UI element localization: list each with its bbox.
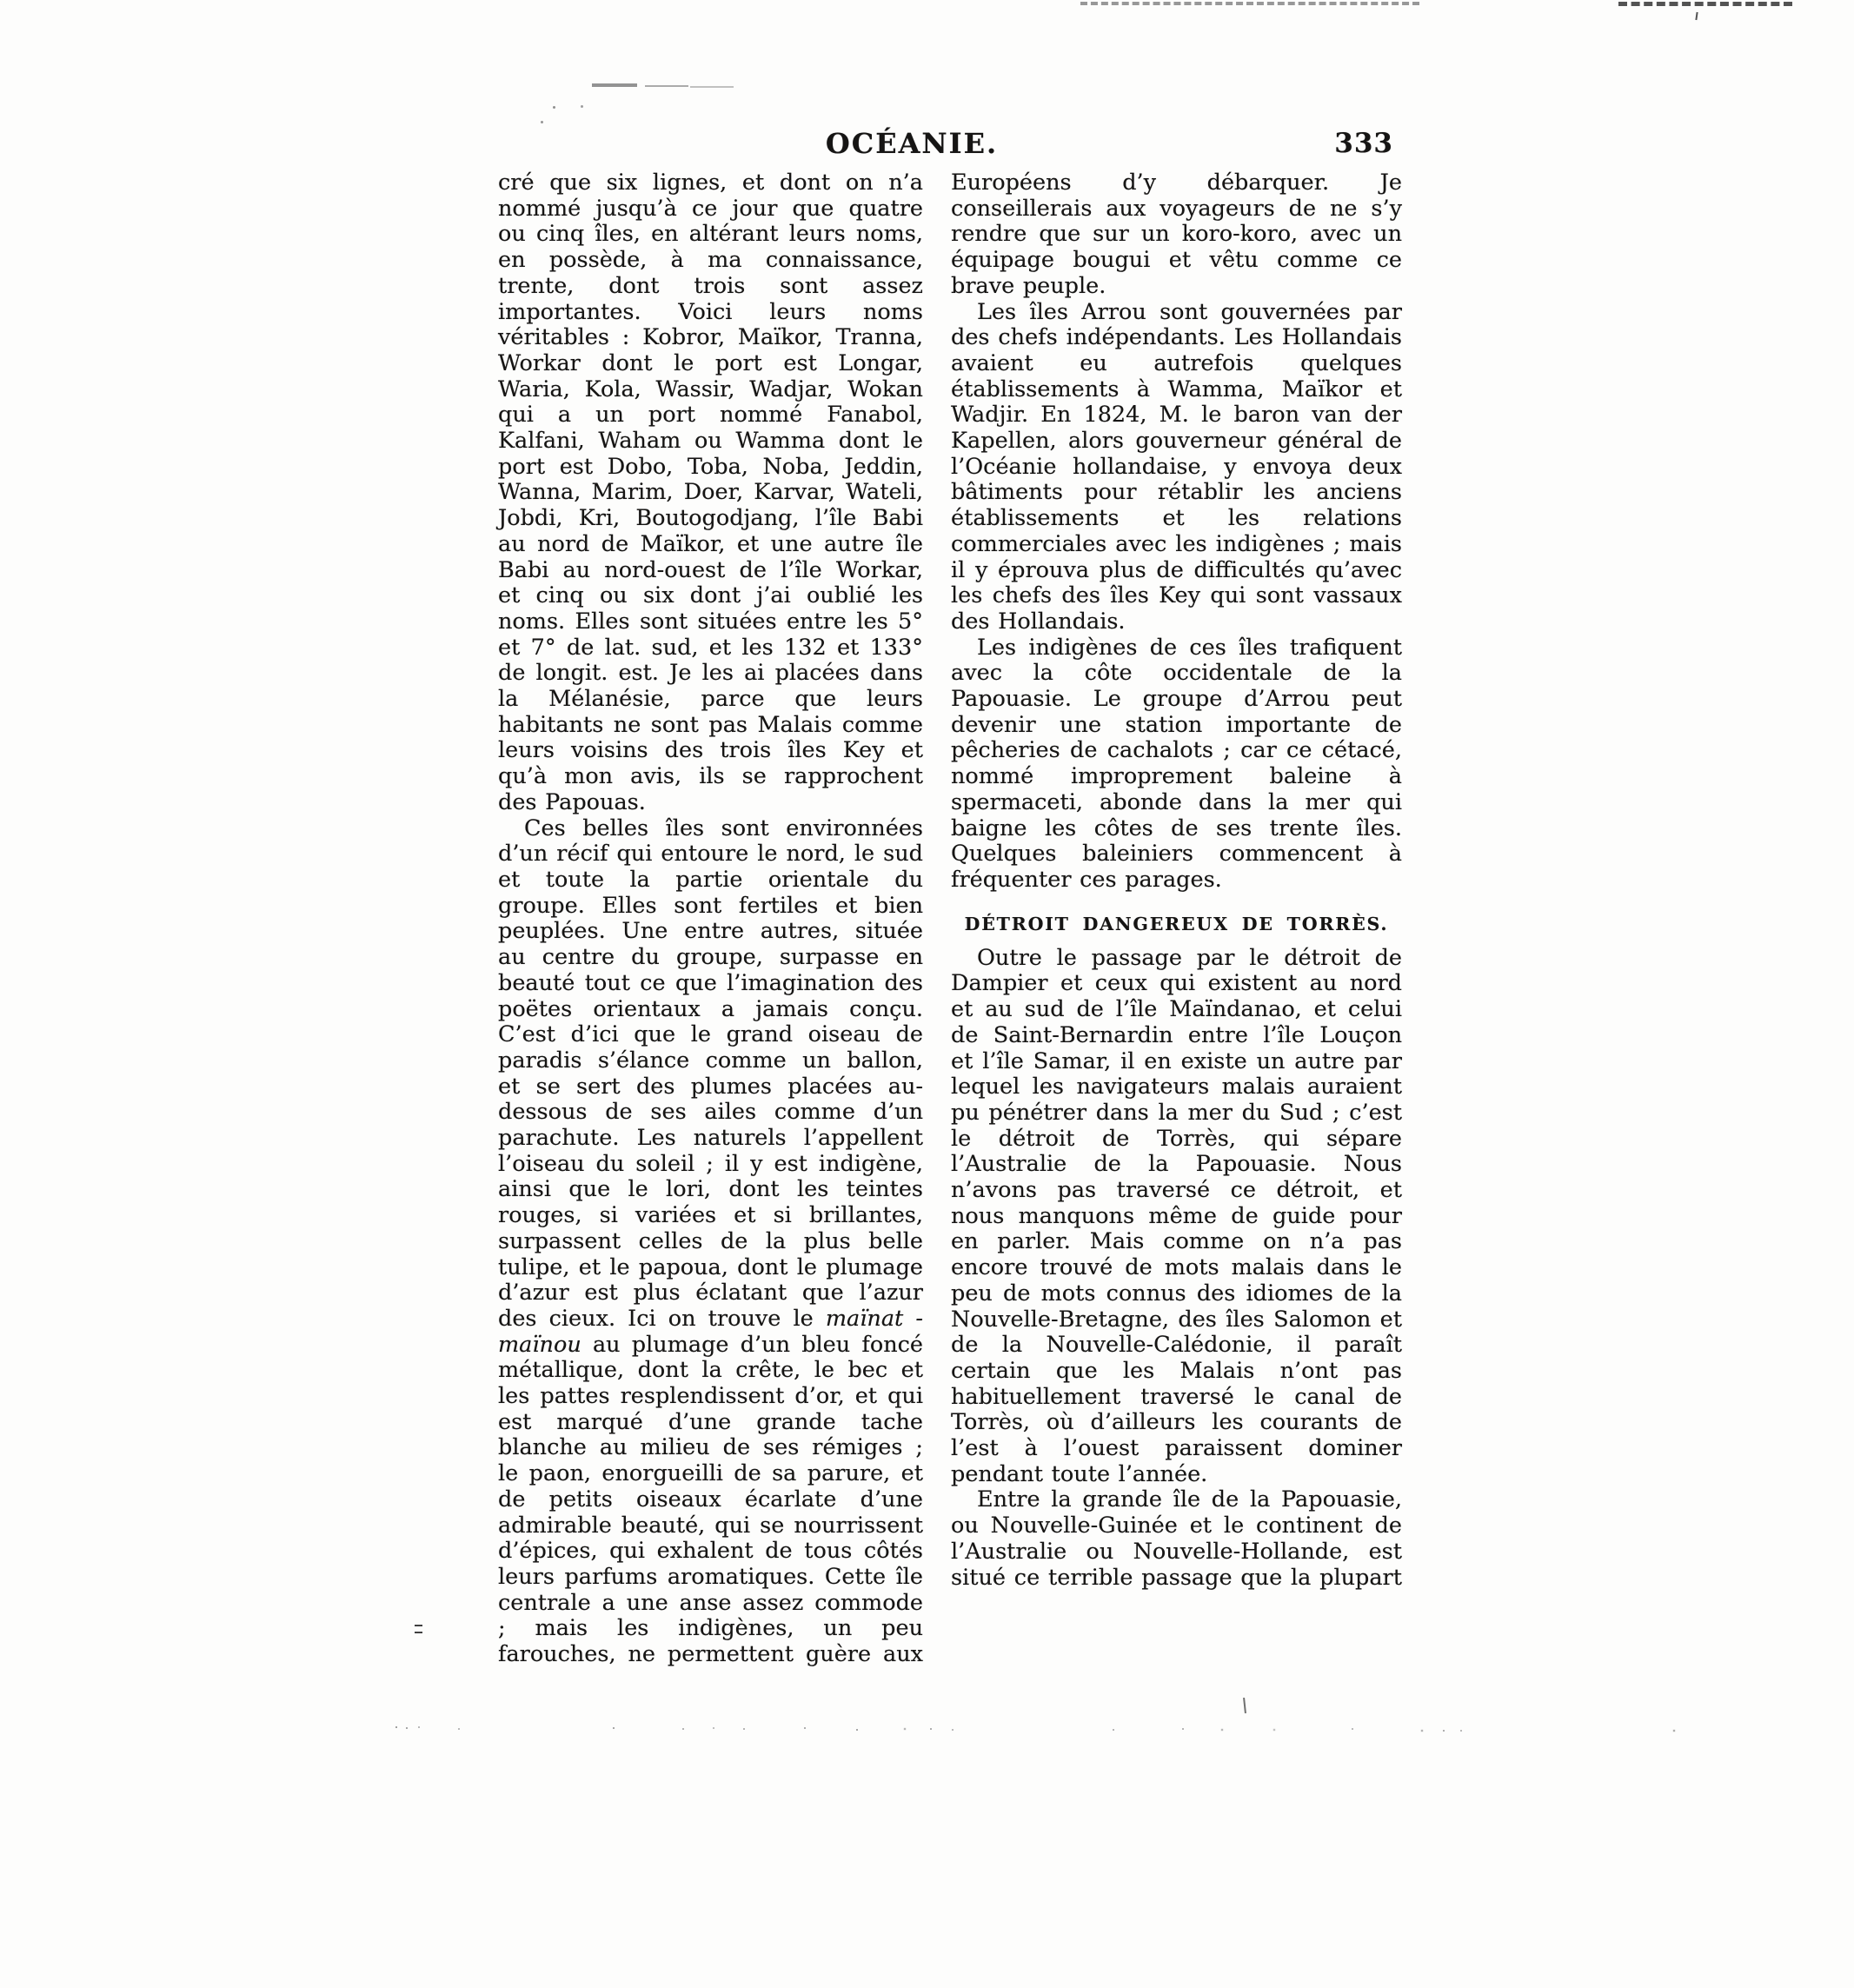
columns: [498, 170, 1402, 1668]
scan-artifact-slash: [1243, 1698, 1246, 1713]
paragraph: Les îles Arrou sont gouvernées par des chefs indépendants. Les Hollandais avaient eu autrefois quelques établissements à Wamma, Maïkor et Wadjir. En 1824, M. le baron van der Kapellen, alors gouverneur général de l’Océanie hollandaise, y envoya deux bâtiments pour rétablir les anciens établissements et les relations commerciales avec les indigènes ; mais il y éprouva plus de difficultés qu’avec les chefs des îles Key qui sont vassaux des Hollandais.: [951, 298, 1402, 635]
paragraph-segment: Ces belles îles sont environnées d’un récif qui entoure le nord, le sud et toute la partie orientale du groupe. Elles sont fertiles et bien peuplées. Une entre autres, située au centre du groupe, surpasse en beauté tout ce que l’imagination des poëtes orientaux a jamais conçu. C’est d’ici que le grand oiseau de paradis s’élance comme un ballon, et se sert des plumes placées au-dessous de ses ailes comme d’un parachute. Les naturels l’appellent l’oiseau du soleil ; il y est indigène, ainsi que le lori, dont les teintes rouges, si variées et si brillantes, surpassent celles de la plus belle tulipe, et le papoua, dont le plumage d’azur est plus éclatant que l’azur des cieux. Ici on trouve le: [498, 814, 923, 1332]
paragraph: Les indigènes de ces îles trafiquent avec la côte occidentale de la Papouasie. Le groupe d’Arrou peut devenir une station importante de pêcheries de cachalots ; car ce cétacé, nommé improprement baleine à spermaceti, abonde dans la mer qui baigne les côtes de ses trente îles. Quelques baleiniers commencent à fréquenter ces parages.: [951, 634, 1402, 893]
scan-artifact-mark: [415, 1625, 422, 1633]
right-column: [951, 170, 1402, 1668]
left-column: [498, 170, 923, 1668]
paragraph-segment: au plumage d’un bleu foncé métallique, dont la crête, le bec et les pattes resplendissent d’or, et qui est marqué d’une grande tache blanche au milieu de ses rémiges ; le paon, enorgueilli de sa parure, et de petits oiseaux écarlate d’une admirable beauté, qui se nourrissent d’épices, qui exhalent de tous côtés leurs parfums aromatiques. Cette île centrale a une anse assez commode ; mais les indigènes, un peu farouches, ne permettent guère aux: [498, 1331, 923, 1668]
section-heading: DÉTROIT DANGEREUX DE TORRÈS.: [964, 913, 1389, 934]
scan-artifact-top-tick: [1695, 12, 1698, 20]
scan-artifact-top-dashes-right: [1618, 2, 1792, 6]
scan-artifact-top-dashes-left: [1080, 2, 1419, 5]
page-number: 333: [1334, 128, 1393, 159]
text-block: [498, 127, 1402, 1668]
paragraph: Outre le passage par le détroit de Dampier et ceux qui existent au nord et au sud de l’île Maïndanao, et celui de Saint-Bernardin entre l’île Louçon et l’île Samar, il en existe un autre par lequel les navigateurs malais auraient pu pénétrer dans la mer du Sud ; c’est le détroit de Torrès, qui sépare l’Australie de la Papouasie. Nous n’avons pas traversé ce détroit, et nous manquons même de guide pour en parler. Mais comme on n’a pas encore trouvé de mots malais dans le peu de mots connus des idiomes de la Nouvelle-Bretagne, des îles Salomon et de la Nouvelle-Calédonie, il paraît certain que les Malais n’ont pas habituellement traversé le canal de Torrès, où d’ailleurs les courants de l’est à l’ouest paraissent dominer pendant toute l’année.: [951, 944, 1402, 1487]
page-header-title: OCÉANIE.: [825, 127, 999, 160]
scan-artifact-speck-row: [395, 1726, 397, 1728]
paragraph: Entre la grande île de la Papouasie, ou Nouvelle-Guinée et le continent de l’Australie ou Nouvelle-Hollande, est situé ce terrible passage que la plupart: [951, 1486, 1402, 1591]
italic-phrase: maïnat - maïnou: [498, 1305, 923, 1358]
paragraph: cré que six lignes, et dont on n’a nommé jusqu’à ce jour que quatre ou cinq îles, en altérant leurs noms, en possède, à ma connaissance, trente, dont trois sont assez importantes. Voici leurs noms véritables : Kobror, Maïkor, Tranna, Workar dont le port est Longar, Waria, Kola, Wassir, Wadjar, Wokan qui a un port nommé Fanabol, Kalfani, Waham ou Wamma dont le port est Dobo, Toba, Noba, Jeddin, Wanna, Marim, Doer, Karvar, Wateli, Jobdi, Kri, Boutogodjang, l’île Babi au nord de Maïkor, et une autre île Babi au nord-ouest de l’île Workar, et cinq ou six dont j’ai oublié les noms. Elles sont situées entre les 5° et 7° de lat. sud, et les 132 et 133° de longit. est. Je les ai placées dans la Mélanésie, parce que leurs habitants ne sont pas Malais comme leurs voisins des trois îles Key et qu’à mon avis, ils se rapprochent des Papouas.: [498, 170, 923, 815]
paragraph: [498, 816, 923, 1668]
running-head: [498, 127, 1402, 165]
paragraph: Européens d’y débarquer. Je conseillerais aux voyageurs de ne s’y rendre que sur un koro-koro, avec un équipage bougui et vêtu comme ce brave peuple.: [951, 170, 1402, 299]
scan-artifact-smudge: [592, 83, 637, 87]
scan-artifact-dots: [553, 106, 555, 109]
